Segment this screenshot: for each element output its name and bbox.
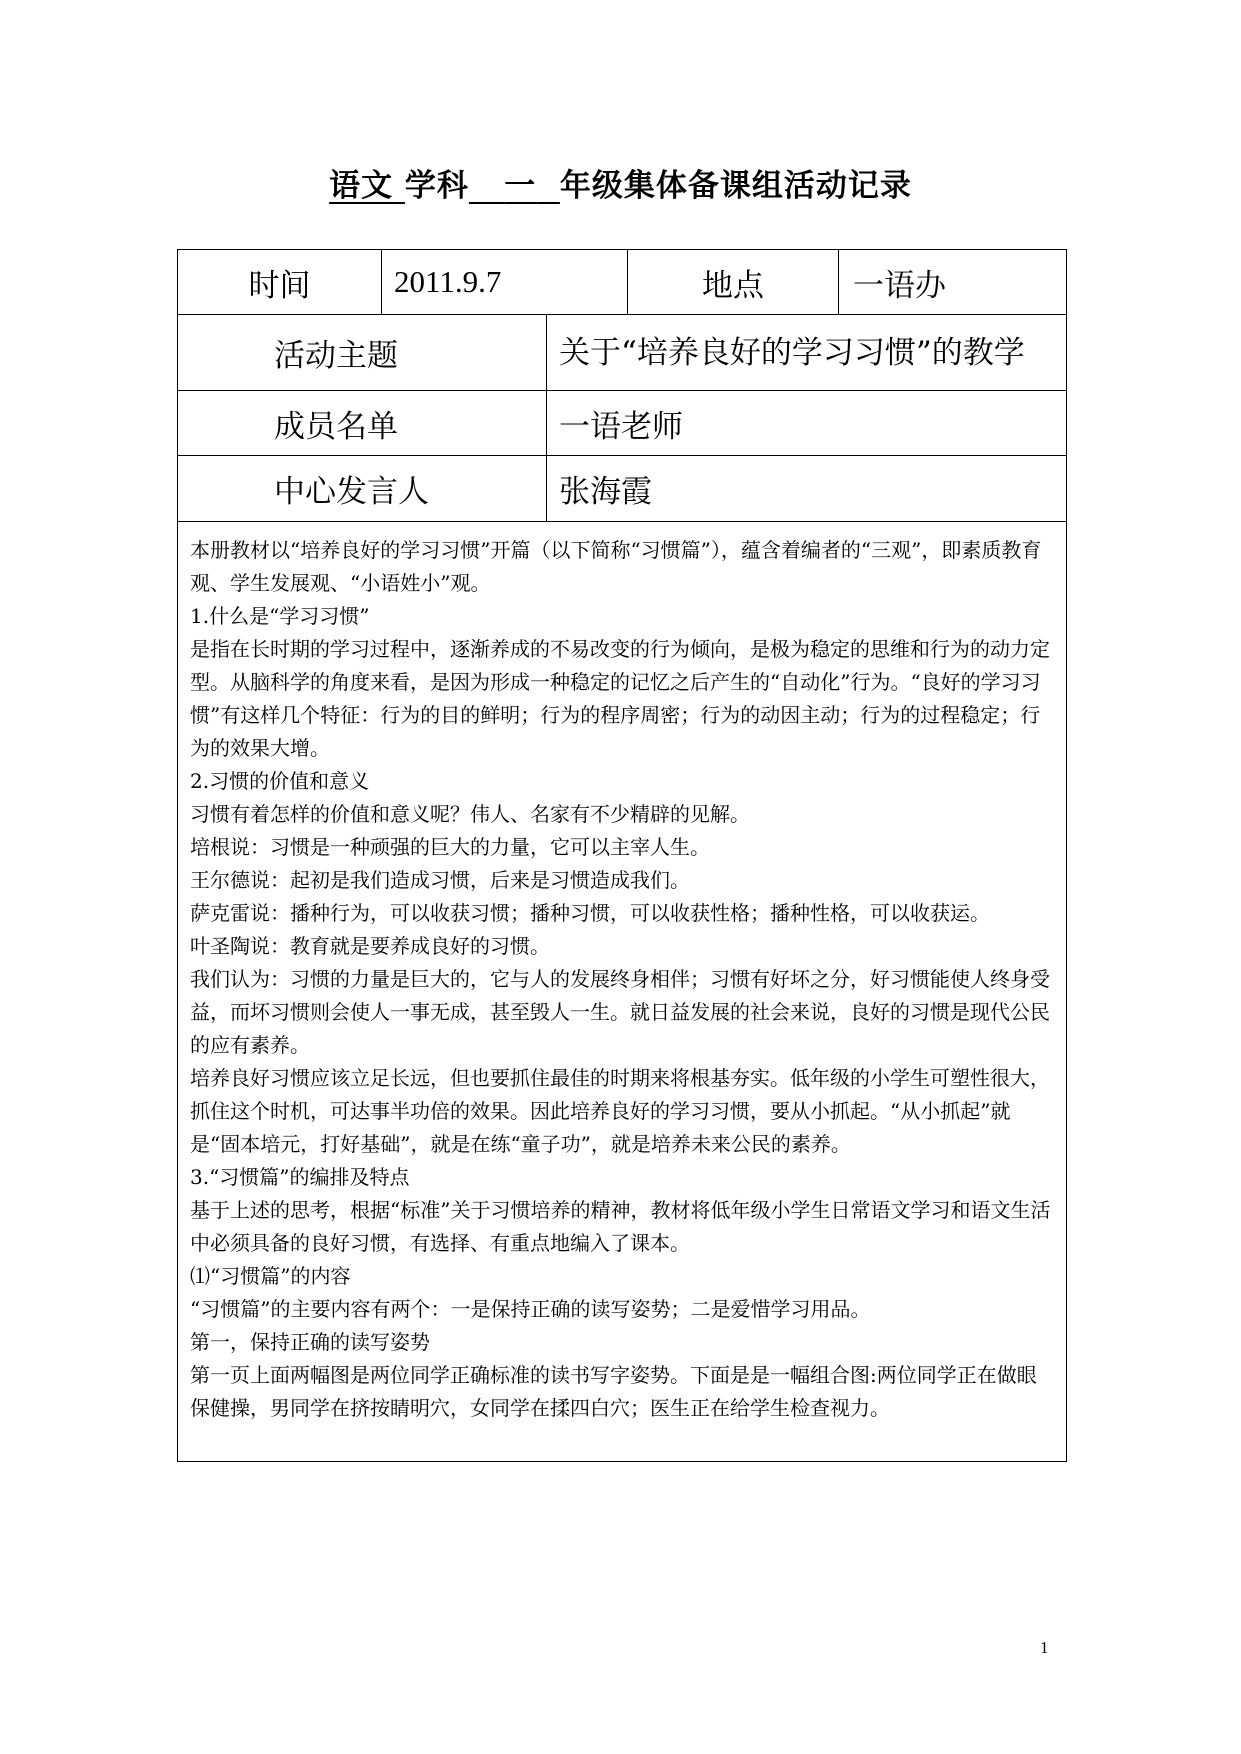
content-paragraph: 第一页上面两幅图是两位同学正确标准的读书写字姿势。下面是是一幅组合图:两位同学正在做眼保健操，男同学在挤按睛明穴，女同学在揉四白穴；医生正在给学生检查视力。 <box>190 1363 1037 1420</box>
time-row <box>178 250 1067 315</box>
theme-value: 关于“培养良好的学习习惯”的教学 <box>547 315 1067 391</box>
location-label: 地点 <box>628 250 839 315</box>
theme-row <box>178 315 1067 391</box>
content-heading: 2.习惯的价值和意义 <box>190 769 370 793</box>
title-subject-suffix: 学科 <box>404 168 469 204</box>
content-quote: 萨克雷说：播种行为，可以收获习惯；播种习惯，可以收获性格；播种性格，可以收获运。 <box>190 901 990 925</box>
content-paragraph: 是指在长时期的学习过程中，逐渐养成的不易改变的行为倾向，是极为稳定的思维和行为的动力定型。从脑科学的角度来看，是因为形成一种稳定的记忆之后产生的“自动化”行为。“良好的学习习惯”有这样几个特征：行为的目的鲜明；行为的程序周密；行为的动因主动；行为的过程稳定；行为的效果大增。 <box>190 637 1050 760</box>
speaker-value: 张海霞 <box>547 456 1067 522</box>
content-quote: 培根说：习惯是一种顽强的巨大的力量，它可以主宰人生。 <box>190 835 710 859</box>
content-paragraph: 本册教材以“培养良好的学习习惯”开篇（以下简称“习惯篇”），蕴含着编者的“三观”，即素质教育观、学生发展观、“小语姓小”观。 <box>190 538 1042 595</box>
time-label: 时间 <box>178 250 382 315</box>
page-title <box>0 160 1241 205</box>
content-subheading: 第一，保持正确的读写姿势 <box>190 1330 430 1354</box>
members-value: 一语老师 <box>547 391 1067 456</box>
content-paragraph: 我们认为：习惯的力量是巨大的，它与人的发展终身相伴；习惯有好坏之分，好习惯能使人终身受益，而坏习惯则会使人一事无成，甚至毁人一生。就日益发展的社会来说，良好的习惯是现代公民的应有素养。 <box>190 967 1050 1057</box>
content-paragraph: 习惯有着怎样的价值和意义呢？伟人、名家有不少精辟的见解。 <box>190 802 750 826</box>
content-quote: 叶圣陶说：教育就是要养成良好的习惯。 <box>190 934 550 958</box>
title-grade: 一 <box>504 168 537 204</box>
title-rest: 年级集体备课组活动记录 <box>559 168 912 204</box>
speaker-row <box>178 456 1067 522</box>
content-paragraph: 基于上述的思考，根据“标准”关于习惯培养的精神，教材将低年级小学生日常语文学习和语文生活中必须具备的良好习惯，有选择、有重点地编入了课本。 <box>190 1198 1051 1255</box>
content-heading: 3.“习惯篇”的编排及特点 <box>190 1165 410 1189</box>
title-subject: 语文 <box>329 168 394 204</box>
time-value: 2011.9.7 <box>382 250 628 315</box>
record-table <box>177 249 1067 1462</box>
members-row <box>178 391 1067 456</box>
speaker-label: 中心发言人 <box>178 456 547 522</box>
content-heading: 1.什么是“学习习惯” <box>190 604 370 628</box>
theme-label: 活动主题 <box>178 315 547 391</box>
page-number: 1 <box>1040 1638 1049 1657</box>
content-subheading: ⑴“习惯篇”的内容 <box>190 1264 351 1288</box>
members-label: 成员名单 <box>178 391 547 456</box>
content-quote: 王尔德说：起初是我们造成习惯，后来是习惯造成我们。 <box>190 868 690 892</box>
location-value: 一语办 <box>839 250 1067 315</box>
content-paragraph: 培养良好习惯应该立足长远，但也要抓住最佳的时期来将根基夯实。低年级的小学生可塑性很大，抓住这个时机，可达事半功倍的效果。因此培养良好的学习习惯，要从小抓起。“从小抓起”就是“固本培元，打好基础”，就是在练“童子功”，就是培养未来公民的素养。 <box>190 1066 1050 1156</box>
content-row <box>178 522 1067 1462</box>
content-cell <box>178 522 1067 1462</box>
content-paragraph: “习惯篇”的主要内容有两个：一是保持正确的读写姿势；二是爱惜学习用品。 <box>190 1297 871 1321</box>
